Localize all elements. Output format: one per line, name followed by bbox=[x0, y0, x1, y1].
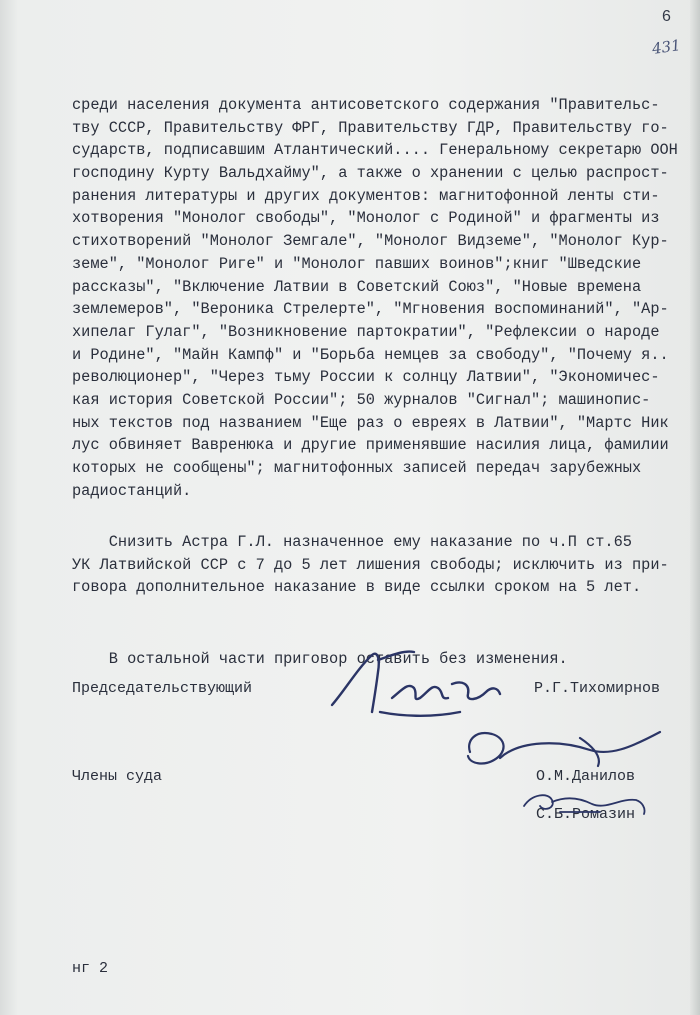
paragraph-line: Снизить Астра Г.Л. назначенное ему наказание по ч.П ст.65 bbox=[72, 533, 632, 551]
footer-code: нг 2 bbox=[72, 960, 109, 977]
paragraph-line: землемеров", "Вероника Стрелерте", "Мгновения воспоминаний", "Ар- bbox=[72, 300, 669, 319]
verdict-paragraph-1 bbox=[72, 94, 678, 502]
member2-name: С.Б.Ромазин bbox=[536, 806, 636, 823]
presiding-label: Председательствующий bbox=[72, 680, 253, 697]
paragraph-line: говора дополнительное наказание в виде ссылки сроком на 5 лет. bbox=[72, 578, 642, 597]
paragraph-line: кая история Советской России"; 50 журналов "Сигнал"; машинопис- bbox=[72, 390, 651, 409]
paragraph-line: радиостанций. bbox=[72, 481, 192, 500]
paragraph-line: господину Курту Вальдхайму", а также о хранении с целью распрост- bbox=[72, 164, 669, 183]
paragraph-line: лус обвиняет Вавренюка и другие применявшие насилия лица, фамилии bbox=[72, 436, 669, 455]
archive-number: 431 bbox=[650, 36, 682, 58]
paragraph-line: УК Латвийской ССР с 7 до 5 лет лишения свободы; исключить из при- bbox=[72, 555, 669, 574]
paragraph-line: земе", "Монолог Риге" и "Монолог павших воинов";книг "Шведские bbox=[72, 254, 642, 273]
paragraph-line: хотворения "Монолог свободы", "Монолог с Родиной" и фрагменты из bbox=[72, 209, 660, 228]
members-label: Члены суда bbox=[72, 768, 163, 785]
paragraph-line: которых не сообщены"; магнитофонных записей передач зарубежных bbox=[72, 459, 642, 477]
paragraph-line: ранения литературы и других документов: магнитофонной ленты сти- bbox=[72, 186, 660, 205]
paragraph-line: хипелаг Гулаг", "Возникновение партократии", "Рефлексии о народе bbox=[72, 322, 660, 341]
paragraph-line: В остальной части приговор оставить без изменения. bbox=[72, 650, 568, 669]
paragraph-line: и Родине", "Майн Кампф" и "Борьба немцев за свободу", "Почему я.. bbox=[72, 345, 669, 364]
binding-edge bbox=[690, 0, 700, 1015]
verdict-paragraph-3 bbox=[72, 603, 672, 717]
paragraph-line: стихотворений "Монолог Земгале", "Монолог Видземе", "Монолог Кур- bbox=[72, 232, 669, 251]
member1-signature bbox=[468, 732, 660, 766]
paragraph-line: сударств, подписавшим Атлантический.... Генеральному секретарю ООН bbox=[72, 141, 678, 160]
verdict-paragraph-2 bbox=[72, 531, 672, 599]
paragraph-line: рассказы", "Включение Латвии в Советский Союз", "Новые времена bbox=[72, 277, 642, 296]
presiding-name: Р.Г.Тихомирнов bbox=[534, 680, 661, 697]
page-number: 6 bbox=[662, 8, 671, 25]
paragraph-line: ных текстов под названием "Еще раз о евреях в Латвии", "Мартс Ник bbox=[72, 413, 669, 432]
paragraph-line: революционер", "Через тьму России к солнцу Латвии", "Экономичес- bbox=[72, 368, 660, 387]
paragraph-line: тву СССР, Правительству ФРГ, Правительству ГДР, Правительству го- bbox=[72, 118, 669, 137]
member1-name: О.М.Данилов bbox=[536, 768, 636, 785]
paragraph-line: среди населения документа антисоветского содержания "Правительс- bbox=[72, 96, 660, 114]
